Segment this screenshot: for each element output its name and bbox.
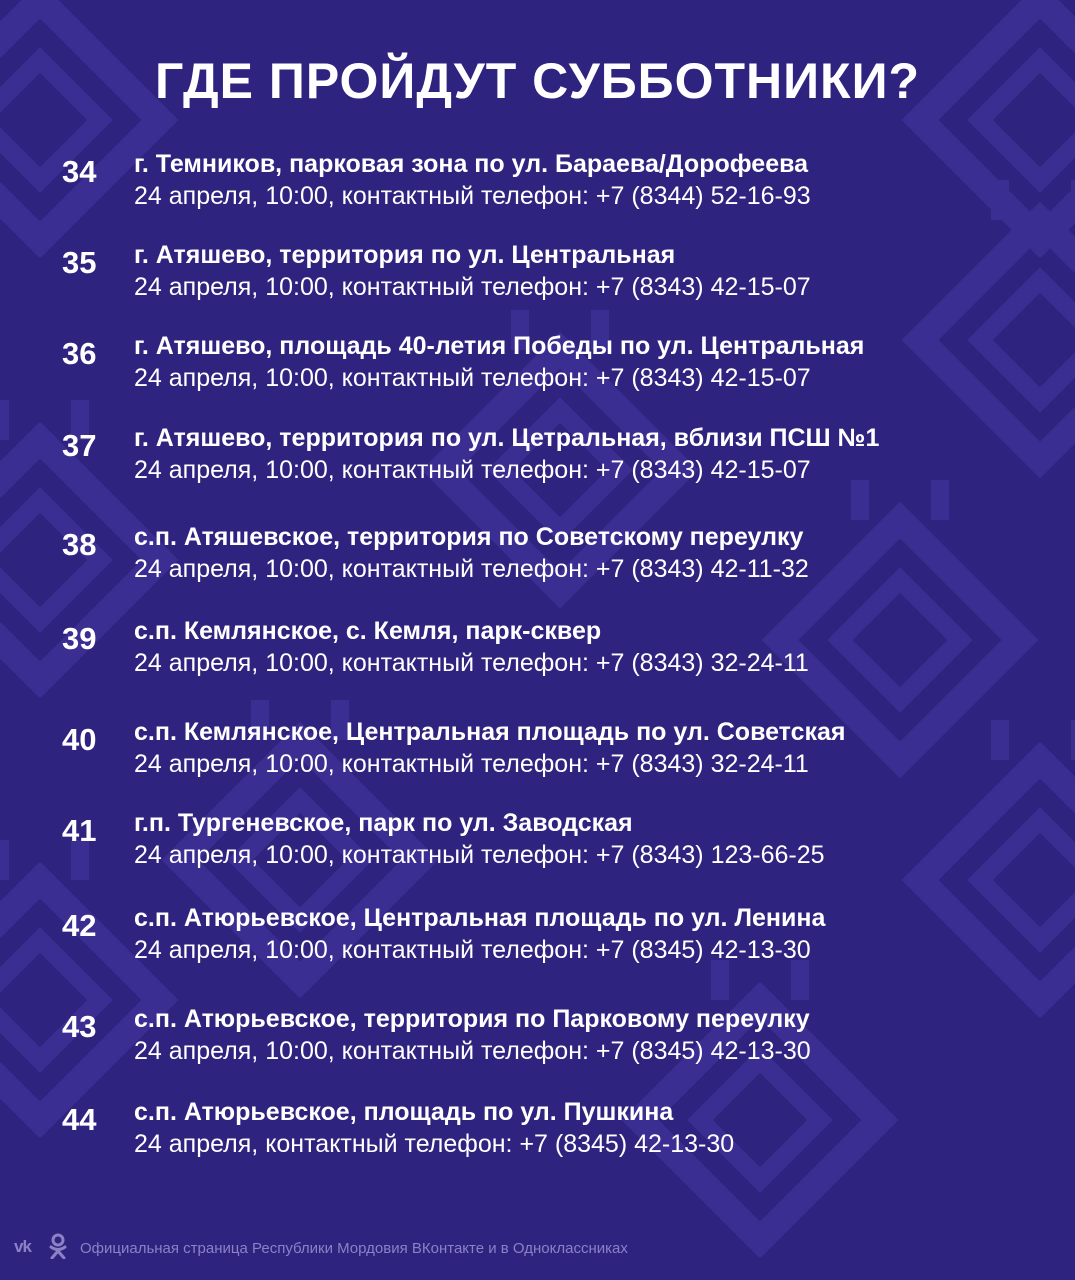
vk-icon[interactable]: vk — [14, 1237, 31, 1256]
item-details: 24 апреля, 10:00, контактный телефон: +7 (8343) 42-15-07 — [134, 273, 811, 301]
item-place: с.п. Атюрьевское, территория по Парковому переулку — [134, 1005, 810, 1033]
item-place: г. Темников, парковая зона по ул. Бараева/Дорофеева — [134, 150, 809, 178]
item-details: 24 апреля, 10:00, контактный телефон: +7 (8345) 42-13-30 — [134, 1037, 811, 1065]
item-number: 38 — [62, 527, 97, 562]
item-place: с.п. Атюрьевское, Центральная площадь по ул. Ленина — [134, 904, 826, 932]
item-number: 42 — [62, 908, 97, 943]
item-details: 24 апреля, контактный телефон: +7 (8345) 42-13-30 — [134, 1130, 735, 1158]
footer-text: Официальная страница Республики Мордовия ВКонтакте и в Одноклассниках — [80, 1240, 628, 1257]
item-number: 39 — [62, 621, 97, 656]
list-item — [0, 332, 1075, 402]
list-item — [0, 617, 1075, 687]
item-number: 37 — [62, 428, 97, 463]
item-number: 44 — [62, 1102, 97, 1137]
list-item — [0, 1005, 1075, 1075]
item-details: 24 апреля, 10:00, контактный телефон: +7 (8345) 42-13-30 — [134, 936, 811, 964]
list-item — [0, 1098, 1075, 1168]
item-number: 43 — [62, 1009, 97, 1044]
item-details: 24 апреля, 10:00, контактный телефон: +7 (8344) 52-16-93 — [134, 182, 811, 210]
item-place: с.п. Атюрьевское, площадь по ул. Пушкина — [134, 1098, 674, 1126]
item-place: г. Атяшево, территория по ул. Цетральная, вблизи ПСШ №1 — [134, 424, 880, 452]
item-place: с.п. Кемлянское, с. Кемля, парк-сквер — [134, 617, 602, 645]
item-place: г. Атяшево, площадь 40-летия Победы по ул. Центральная — [134, 332, 865, 360]
item-place: с.п. Кемлянское, Центральная площадь по ул. Советская — [134, 718, 846, 746]
list-item — [0, 150, 1075, 220]
item-place: с.п. Атяшевское, территория по Советскому переулку — [134, 523, 804, 551]
item-number: 36 — [62, 336, 97, 371]
list-item — [0, 904, 1075, 974]
item-details: 24 апреля, 10:00, контактный телефон: +7 (8343) 32-24-11 — [134, 649, 809, 677]
item-number: 41 — [62, 813, 97, 848]
item-details: 24 апреля, 10:00, контактный телефон: +7 (8343) 32-24-11 — [134, 750, 809, 778]
item-details: 24 апреля, 10:00, контактный телефон: +7 (8343) 42-11-32 — [134, 555, 809, 583]
list-item — [0, 424, 1075, 494]
ok-icon[interactable] — [48, 1233, 68, 1259]
list-item — [0, 523, 1075, 593]
page-title: ГДЕ ПРОЙДУТ СУББОТНИКИ? — [154, 53, 921, 109]
footer — [14, 1233, 1064, 1263]
list-item — [0, 809, 1075, 879]
item-place: г. Атяшево, территория по ул. Центральная — [134, 241, 676, 269]
item-details: 24 апреля, 10:00, контактный телефон: +7 (8343) 42-15-07 — [134, 456, 811, 484]
item-details: 24 апреля, 10:00, контактный телефон: +7 (8343) 123-66-25 — [134, 841, 825, 869]
item-number: 40 — [62, 722, 97, 757]
item-number: 34 — [62, 154, 97, 189]
item-place: г.п. Тургеневское, парк по ул. Заводская — [134, 809, 633, 837]
list-item — [0, 241, 1075, 311]
item-details: 24 апреля, 10:00, контактный телефон: +7 (8343) 42-15-07 — [134, 364, 811, 392]
list-item — [0, 718, 1075, 788]
item-number: 35 — [62, 245, 97, 280]
